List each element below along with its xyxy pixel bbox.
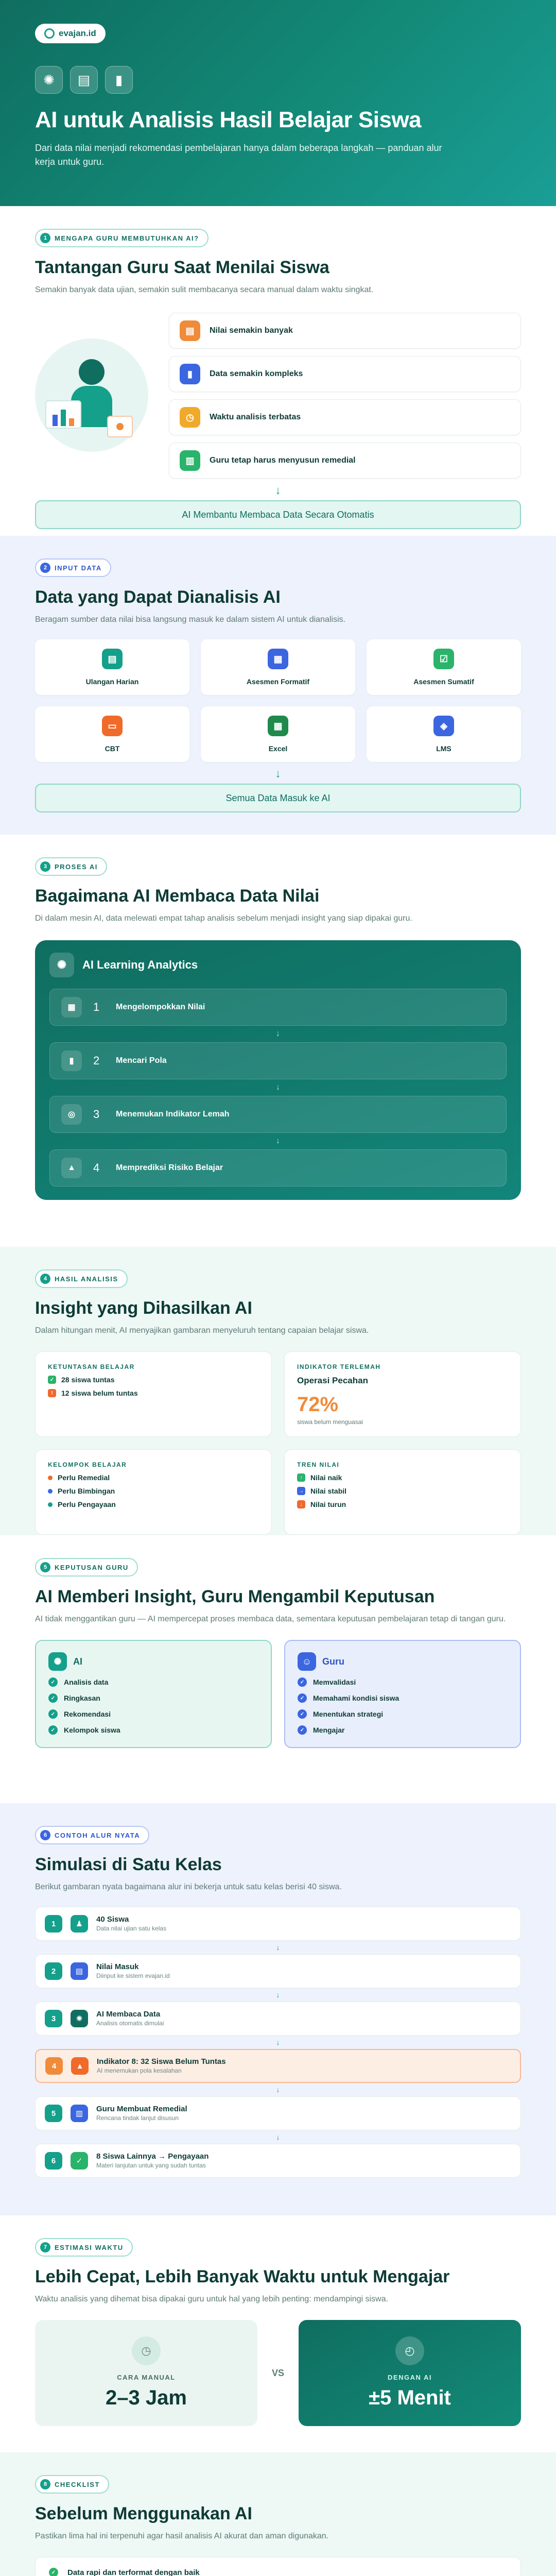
check-icon: ✓ (71, 2152, 88, 2170)
badge-label: CHECKLIST (55, 2480, 100, 2488)
arrow-down-icon: ↓ (276, 1029, 280, 1038)
step-title: 8 Siswa Lainnya → Pengayaan (96, 2151, 209, 2161)
indicator-name: Operasi Pecahan (297, 1376, 368, 1385)
badge-label: MENGAPA GURU MEMBUTUHKAN AI? (55, 234, 199, 242)
group-label: Perlu Remedial (58, 1473, 110, 1482)
chip-icon: ✺ (71, 2010, 88, 2027)
section-title: AI Memberi Insight, Guru Mengambil Keputusan (35, 1587, 435, 1606)
monitor-icon: ▭ (102, 716, 123, 736)
challenge-label: Waktu analisis terbatas (210, 413, 301, 421)
brand-logo[interactable] (35, 24, 106, 43)
trend-up-icon: ↑ (297, 1473, 305, 1482)
section-badge (35, 558, 111, 577)
teacher-role-card (284, 1640, 521, 1748)
lms-icon: ◈ (433, 716, 454, 736)
section-title: Tantangan Guru Saat Menilai Siswa (35, 258, 329, 277)
step-desc: Materi lanjutan untuk yang sudah tuntas (96, 2161, 206, 2169)
document-icon: ▤ (102, 649, 123, 669)
role-item: Menentukan strategi (313, 1710, 384, 1718)
arrow-down-icon: ↓ (276, 1137, 280, 1145)
role-item: Kelompok siswa (64, 1726, 120, 1734)
section-subtitle: Semakin banyak data ujian, semakin sulit membacanya secara manual dalam waktu singkat. (35, 285, 374, 294)
time-value: ±5 Menit (369, 2386, 451, 2409)
step-title: Indikator 8: 32 Siswa Belum Tuntas (97, 2057, 226, 2066)
step-title: Nilai Masuk (96, 1962, 139, 1971)
badge-number: 4 (40, 1274, 50, 1284)
time-value: 2–3 Jam (106, 2386, 187, 2409)
section-checklist (0, 2452, 556, 2576)
bullet-icon (48, 1476, 53, 1480)
insight-text: 28 siswa tuntas (61, 1376, 115, 1384)
insight-card-groups (35, 1449, 272, 1535)
ai-analytics-panel (35, 940, 521, 1200)
arrow-down-icon: ↓ (276, 1083, 280, 1092)
section-subtitle: Beragam sumber data nilai bisa langsung masuk ke dalam sistem AI untuk dianalisis. (35, 615, 345, 624)
chart-icon: ▮ (180, 364, 200, 384)
documents-icon: ▤ (180, 320, 200, 341)
cta-banner: AI Membantu Membaca Data Secara Otomatis (35, 500, 521, 529)
target-icon: ◎ (61, 1104, 82, 1125)
stopwatch-icon: ◴ (395, 2336, 424, 2365)
warning-icon: ▲ (71, 2057, 89, 2075)
indicator-note: siswa belum menguasai (297, 1418, 363, 1426)
section-subtitle: Berikut gambaran nyata bagaimana alur ini bekerja untuk satu kelas berisi 40 siswa. (35, 1883, 342, 1891)
chip-icon: ✺ (49, 953, 74, 977)
card-title: INDIKATOR TERLEMAH (297, 1363, 381, 1370)
section-simulation (0, 1803, 556, 2215)
step-number: 2 (93, 1054, 100, 1067)
role-item: Ringkasan (64, 1694, 100, 1702)
badge-label: INPUT DATA (55, 564, 102, 572)
process-step (49, 1042, 507, 1079)
section-title: Simulasi di Satu Kelas (35, 1855, 222, 1874)
checklist-label: Data rapi dan terformat dengan baik (67, 2568, 200, 2576)
data-source-card[interactable] (367, 639, 521, 695)
section-subtitle: AI tidak menggantikan guru — AI mempercepat proses membaca data, sementara keputusan pembelajaran tetap di tangan guru. (35, 1615, 506, 1623)
badge-number: 8 (40, 2479, 50, 2489)
step-number: 5 (45, 2105, 62, 2122)
chart-icon: ▮ (61, 1050, 82, 1071)
step-label: Menemukan Indikator Lemah (116, 1110, 230, 1118)
step-title: AI Membaca Data (96, 2009, 161, 2019)
hero-title: AI untuk Analisis Hasil Belajar Siswa (35, 107, 422, 132)
challenge-label: Guru tetap harus menyusun remedial (210, 456, 356, 465)
step-number: 3 (45, 2010, 62, 2027)
challenge-item (169, 443, 521, 479)
insight-card-mastery (35, 1351, 272, 1437)
section-title: Lebih Cepat, Lebih Banyak Waktu untuk Mengajar (35, 2267, 450, 2286)
step-desc: Data nilai ujian satu kelas (96, 1924, 167, 1932)
badge-number: 1 (40, 233, 50, 243)
grid-icon: ▦ (268, 649, 288, 669)
card-title: KETUNTASAN BELAJAR (48, 1363, 135, 1370)
versus-label: VS (271, 2367, 284, 2378)
step-desc: AI menemukan pola kesalahan (97, 2066, 182, 2074)
flow-step (35, 1907, 521, 1941)
arrow-down-icon: ↓ (276, 1991, 280, 1999)
group-label: Perlu Bimbingan (58, 1487, 115, 1495)
bar-chart-icon: ▮ (105, 66, 133, 94)
section-title: Bagaimana AI Membaca Data Nilai (35, 886, 320, 906)
insight-card-weakest (284, 1351, 521, 1437)
badge-number: 3 (40, 861, 50, 872)
role-item: Memvalidasi (313, 1678, 356, 1686)
step-title: Guru Membuat Remedial (96, 2104, 187, 2113)
role-title: Guru (322, 1656, 344, 1667)
bullet-icon (48, 1502, 53, 1507)
book-icon: ▥ (180, 450, 200, 471)
hero-icons (35, 66, 521, 94)
step-label: Memprediksi Risiko Belajar (116, 1163, 223, 1172)
badge-label: HASIL ANALISIS (55, 1275, 118, 1283)
cta-banner: Semua Data Masuk ke AI (35, 784, 521, 812)
check-icon: ✓ (298, 1677, 307, 1687)
step-desc: Rencana tindak lanjut disusun (96, 2114, 179, 2122)
checklist-item[interactable] (35, 2557, 521, 2576)
check-icon: ✓ (48, 1709, 58, 1719)
group-label: Perlu Pengayaan (58, 1500, 116, 1509)
check-icon: ✓ (48, 1376, 56, 1384)
check-icon: ✓ (48, 1677, 58, 1687)
teacher-illustration (35, 338, 148, 452)
section-subtitle: Di dalam mesin AI, data melewati empat tahap analisis sebelum menjadi insight yang siap dipakai guru. (35, 914, 412, 923)
card-title: TREN NILAI (297, 1461, 340, 1468)
flow-step (35, 1954, 521, 1988)
data-source-card[interactable] (35, 706, 189, 762)
section-badge (35, 229, 208, 247)
bullet-icon (48, 1489, 53, 1494)
document-icon: ▤ (70, 66, 98, 94)
hero-subtitle: Dari data nilai menjadi rekomendasi pembelajaran hanya dalam beberapa langkah — panduan alur kerja untuk guru. (35, 143, 442, 167)
step-label: Mencari Pola (116, 1056, 167, 1065)
clock-icon: ◷ (180, 407, 200, 428)
brand-name: evajan.id (59, 28, 96, 38)
challenge-label: Data semakin kompleks (210, 369, 303, 378)
section-decisions (0, 1535, 556, 1803)
check-icon: ✓ (298, 1709, 307, 1719)
section-title: Sebelum Menggunakan AI (35, 2504, 252, 2523)
badge-number: 2 (40, 563, 50, 573)
trend-down-icon: ↓ (297, 1500, 305, 1509)
section-subtitle: Dalam hitungan menit, AI menyajikan gambaran menyeluruh tentang capaian belajar siswa. (35, 1326, 369, 1335)
data-source-label: Asesmen Sumatif (413, 677, 474, 686)
challenge-item (169, 313, 521, 349)
section-ai-process (0, 835, 556, 1247)
spreadsheet-icon: ▦ (268, 716, 288, 736)
section-time-estimate (0, 2215, 556, 2452)
time-label: CARA MANUAL (117, 2374, 176, 2381)
badge-number: 5 (40, 1562, 50, 1572)
ai-time-card (299, 2320, 521, 2426)
section-badge (35, 2475, 109, 2494)
data-source-label: Ulangan Harian (85, 677, 139, 686)
data-source-card[interactable] (201, 639, 355, 695)
flow-step (35, 2002, 521, 2036)
challenge-item (169, 399, 521, 435)
flow-step-highlight (35, 2049, 521, 2083)
process-step (49, 989, 507, 1026)
insight-text: 12 siswa belum tuntas (61, 1389, 138, 1397)
data-source-label: Excel (268, 744, 288, 753)
step-number: 6 (45, 2152, 62, 2170)
grid-icon: ▦ (61, 997, 82, 1018)
arrow-down-icon: ↓ (276, 2086, 280, 2094)
panel-title: AI Learning Analytics (82, 958, 198, 971)
section-badge (35, 857, 107, 876)
badge-number: 7 (40, 2242, 50, 2252)
hero (0, 0, 556, 206)
chip-icon: ✺ (48, 1652, 67, 1671)
trend-flat-icon: → (297, 1487, 305, 1495)
indicator-percent: 72% (297, 1393, 339, 1416)
users-icon: ♟ (71, 1915, 88, 1933)
step-number: 1 (45, 1915, 62, 1933)
trend-label: Nilai stabil (310, 1487, 347, 1495)
arrow-down-icon: ↓ (276, 2133, 280, 2141)
arrow-down-icon: ↓ (276, 2038, 280, 2046)
challenge-item (169, 356, 521, 392)
role-item: Rekomendasi (64, 1710, 111, 1718)
flow-step (35, 2096, 521, 2130)
badge-label: ESTIMASI WAKTU (55, 2243, 124, 2251)
section-subtitle: Pastikan lima hal ini terpenuhi agar hasil analisis AI akurat dan aman digunakan. (35, 2532, 329, 2540)
warning-icon: ▲ (61, 1158, 82, 1178)
role-title: AI (73, 1656, 82, 1667)
step-label: Mengelompokkan Nilai (116, 1003, 205, 1011)
data-source-label: CBT (105, 744, 120, 753)
badge-number: 6 (40, 1830, 50, 1840)
section-input-data (0, 536, 556, 835)
step-desc: Analisis otomatis dimulai (96, 2019, 164, 2027)
data-source-card[interactable] (201, 706, 355, 762)
step-number: 2 (45, 1962, 62, 1980)
data-source-card[interactable] (367, 706, 521, 762)
section-badge (35, 1826, 149, 1844)
step-title: 40 Siswa (96, 1914, 129, 1924)
section-badge (35, 2238, 133, 2257)
arrow-down-icon: ↓ (276, 1943, 280, 1952)
section-title: Data yang Dapat Dianalisis AI (35, 587, 281, 607)
badge-label: KEPUTUSAN GURU (55, 1563, 129, 1571)
check-icon: ✓ (48, 1693, 58, 1703)
data-source-label: Asesmen Formatif (246, 677, 310, 686)
clock-icon: ◷ (132, 2336, 161, 2365)
warning-icon: ! (48, 1389, 56, 1397)
process-step (49, 1149, 507, 1187)
section-title: Insight yang Dihasilkan AI (35, 1298, 252, 1318)
clipboard-icon: ▥ (71, 2105, 88, 2122)
role-item: Mengajar (313, 1726, 345, 1734)
step-desc: Diinput ke sistem evajan.id (96, 1972, 170, 1979)
challenge-label: Nilai semakin banyak (210, 326, 293, 335)
checklist-icon: ☑ (433, 649, 454, 669)
data-source-label: LMS (436, 744, 451, 753)
trend-label: Nilai naik (310, 1473, 342, 1482)
step-number: 1 (93, 1001, 100, 1013)
check-icon: ✓ (48, 1725, 58, 1735)
step-number: 4 (45, 2057, 63, 2075)
section-insights (0, 1247, 556, 1535)
check-icon: ✓ (49, 2568, 58, 2576)
section-challenges (0, 206, 556, 536)
section-badge (35, 1558, 138, 1577)
badge-label: CONTOH ALUR NYATA (55, 1831, 141, 1839)
manual-time-card (35, 2320, 257, 2426)
document-icon: ▤ (71, 1962, 88, 1980)
ai-role-card (35, 1640, 272, 1748)
check-icon: ✓ (298, 1693, 307, 1703)
trend-label: Nilai turun (310, 1500, 346, 1509)
brain-chip-icon: ✺ (35, 66, 63, 94)
role-item: Memahami kondisi siswa (313, 1694, 399, 1702)
process-step (49, 1096, 507, 1133)
logo-icon (44, 28, 55, 39)
badge-label: PROSES AI (55, 862, 98, 871)
arrow-down-icon: ↓ (275, 767, 281, 780)
teacher-icon: ☺ (298, 1652, 316, 1671)
section-subtitle: Waktu analisis yang dihemat bisa dipakai guru untuk hal yang lebih penting: mendampingi siswa. (35, 2295, 389, 2303)
step-number: 3 (93, 1108, 100, 1121)
flow-step (35, 2144, 521, 2178)
time-label: DENGAN AI (388, 2374, 432, 2381)
step-number: 4 (93, 1161, 100, 1174)
role-item: Analisis data (64, 1678, 109, 1686)
data-source-card[interactable] (35, 639, 189, 695)
section-badge (35, 1269, 128, 1288)
check-icon: ✓ (298, 1725, 307, 1735)
insight-card-trend (284, 1449, 521, 1535)
arrow-down-icon: ↓ (275, 484, 281, 497)
card-title: KELOMPOK BELAJAR (48, 1461, 127, 1468)
